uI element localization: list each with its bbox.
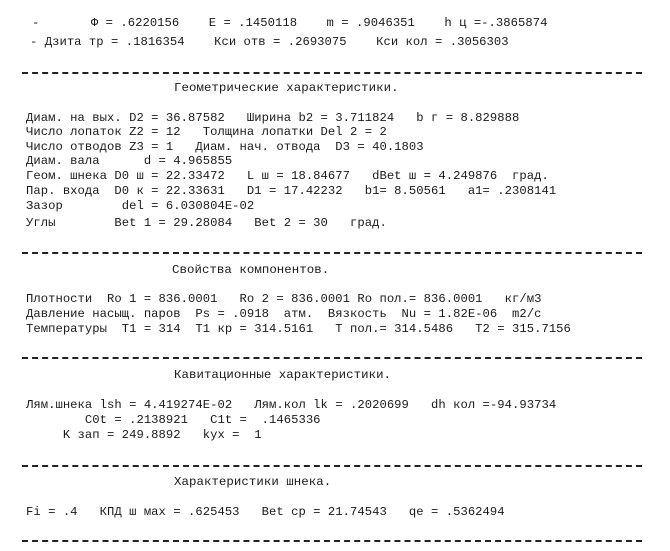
section-title-cavitation: Кавитационные характеристики. xyxy=(174,368,392,382)
geometry-line-5: Геом. шнека D0 ш = 22.33472 L ш = 18.84677 dBet ш = 4.249876 град. xyxy=(26,169,549,183)
section-title-components: Свойства компонентов. xyxy=(172,263,330,277)
screw-line-1: Fi = .4 КПД ш мах = .625453 Bet ср = 21.74543 qe = .5362494 xyxy=(26,505,505,519)
separator-2 xyxy=(22,252,642,254)
separator-1 xyxy=(22,72,642,74)
geometry-line-3: Число отводов Z3 = 1 Диам. нач. отвода D3 = 40.1803 xyxy=(26,140,424,154)
top-line-1: - Ф = .6220156 E = .1450118 m = .9046351 h ц =-.3865874 xyxy=(32,16,548,30)
cavitation-line-2: C0t = .2138921 C1t = .1465336 xyxy=(26,413,321,427)
geometry-line-1: Диам. на вых. D2 = 36.87582 Ширина b2 = 3.711824 b г = 8.829888 xyxy=(26,111,520,125)
cavitation-line-3: K зап = 249.8892 kyx = 1 xyxy=(26,428,262,442)
cavitation-line-1: Лям.шнека lsh = 4.419274E-02 Лям.кол lk = .2020699 dh кол =-94.93734 xyxy=(26,398,557,412)
geometry-line-6: Пар. входа D0 к = 22.33631 D1 = 17.42232 b1= 8.50561 a1= .2308141 xyxy=(26,184,557,198)
separator-4 xyxy=(22,465,642,467)
separator-5 xyxy=(22,540,642,542)
geometry-line-8: Углы Bet 1 = 29.28084 Bet 2 = 30 град. xyxy=(26,216,387,230)
geometry-line-7: Зазор del = 6.030804E-02 xyxy=(26,199,255,213)
geometry-line-4: Диам. вала d = 4.965855 xyxy=(26,154,233,168)
separator-3 xyxy=(22,357,642,359)
components-line-1: Плотности Ro 1 = 836.0001 Ro 2 = 836.0001 Ro пол.= 836.0001 кг/м3 xyxy=(26,292,542,306)
components-line-3: Температуры T1 = 314 T1 кр = 314.5161 T пол.= 314.5486 T2 = 315.7156 xyxy=(26,322,571,336)
top-line-2: - Дзита тр = .1816354 Кси отв = .2693075 Кси кол = .3056303 xyxy=(30,35,509,49)
components-line-2: Давление насыщ. паров Ps = .0918 атм. Вязкость Nu = 1.82E-06 m2/c xyxy=(26,307,542,321)
section-title-geometry: Геометрические характеристики. xyxy=(174,81,399,95)
geometry-line-2: Число лопаток Z2 = 12 Толщина лопатки Del 2 = 2 xyxy=(26,125,387,139)
section-title-screw: Характеристики шнека. xyxy=(174,475,332,489)
